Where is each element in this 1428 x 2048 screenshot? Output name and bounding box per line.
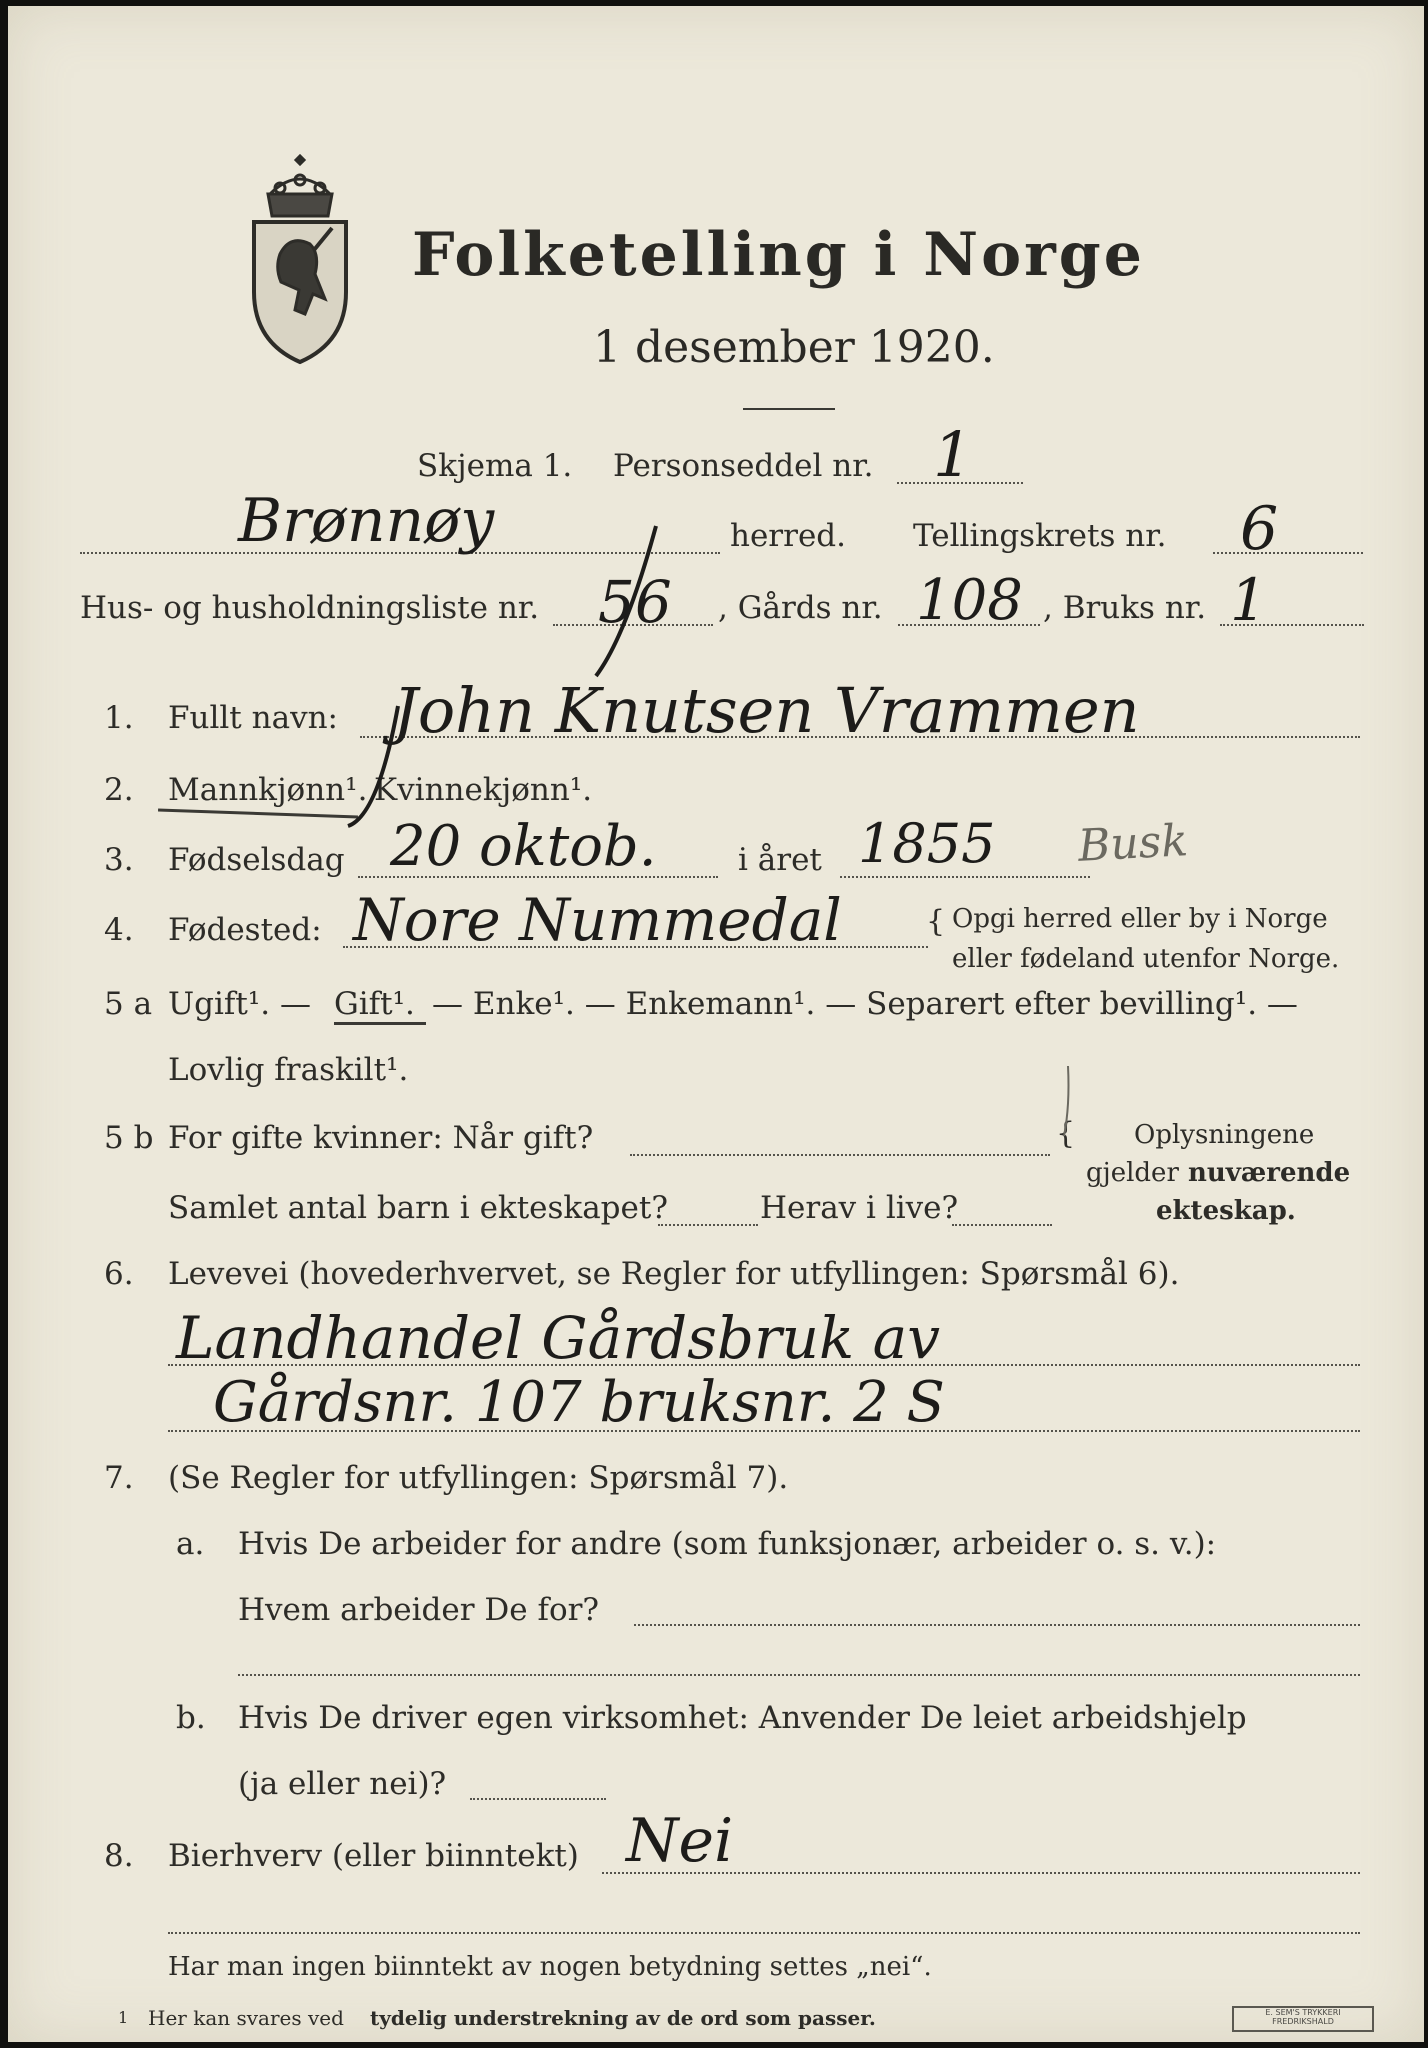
q6-number: 6. xyxy=(104,1256,134,1292)
q7a-label: Hvis De arbeider for andre (som funksjonær, arbeider o. s. v.): xyxy=(238,1526,1217,1562)
form-title: Folketelling i Norge xyxy=(412,220,1145,290)
q8-number: 8. xyxy=(104,1838,134,1874)
handwriting-strokes xyxy=(8,6,1424,2042)
q7b-letter: b. xyxy=(176,1700,206,1736)
q5b-brace: { xyxy=(1056,1116,1076,1151)
q1-value: John Knutsen Vrammen xyxy=(393,674,1140,747)
q2-male: Mannkjønn¹. xyxy=(168,772,368,808)
q7b-label2: (ja eller nei)? xyxy=(238,1766,447,1802)
herred-value: Brønnøy xyxy=(238,486,495,556)
q4-note-line1: Opgi herred eller by i Norge xyxy=(952,904,1328,934)
census-form-sheet xyxy=(8,6,1424,2042)
q7b-label: Hvis De driver egen virksomhet: Anvender De leiet arbeidshjelp xyxy=(238,1700,1247,1736)
husliste-label: Hus- og husholdningsliste nr. xyxy=(80,590,540,626)
gift-check-stroke xyxy=(1064,1066,1069,1136)
q5b-note-line1: Oplysningene xyxy=(1134,1120,1315,1150)
q6-label: Levevei (hovederhvervet, se Regler for utfyllingen: Spørsmål 6). xyxy=(168,1256,1180,1292)
husliste-value: 56 xyxy=(598,568,672,636)
q8-label: Bierhverv (eller biinntekt) xyxy=(168,1838,579,1874)
q3-year-label: i året xyxy=(738,842,822,878)
printer-mark-line1: E. SEM'S TRYKKERI xyxy=(1265,2008,1341,2017)
q5b-note-line2a: gjelder xyxy=(1086,1158,1179,1188)
q5b-herav: Herav i live? xyxy=(760,1190,959,1226)
q3-number: 3. xyxy=(104,842,134,878)
q4-label: Fødested: xyxy=(168,912,322,948)
bruks-value: 1 xyxy=(1230,566,1267,634)
q1-number: 1. xyxy=(104,700,134,736)
personseddel-value: 1 xyxy=(933,418,973,491)
q3-value: 20 oktob. xyxy=(390,814,657,879)
q5a-gift: Gift¹. xyxy=(334,986,415,1022)
q5a-ugift: Ugift¹. — xyxy=(168,986,311,1022)
q5b-note-line2b: nuværende xyxy=(1188,1158,1351,1188)
q6-value-line2: Gårdsnr. 107 bruksnr. 2 S xyxy=(213,1370,945,1435)
q3-extra-note: Busk xyxy=(1076,815,1190,872)
footnote-number: 1 xyxy=(118,2008,129,2027)
q5b-label2: Samlet antal barn i ekteskapet? xyxy=(168,1190,668,1226)
q4-note-line2: eller fødeland utenfor Norge. xyxy=(952,944,1340,974)
tellingskrets-label: Tellingskrets nr. xyxy=(913,518,1167,554)
q5b-note-line3: ekteskap. xyxy=(1156,1196,1296,1226)
printer-mark-line2: FREDRIKSHALD xyxy=(1272,2017,1334,2026)
q5a-rest: — Enke¹. — Enkemann¹. — Separert efter bevilling¹. — xyxy=(432,986,1298,1022)
name-descender-stroke xyxy=(348,706,398,826)
q4-number: 4. xyxy=(104,912,134,948)
q5b-label: For gifte kvinner: Når gift? xyxy=(168,1120,594,1156)
skjema-label: Skjema 1. xyxy=(417,448,573,484)
q4-value: Nore Nummedal xyxy=(353,886,842,954)
q3-label: Fødselsdag xyxy=(168,842,345,878)
footer-note: Har man ingen biinntekt av nogen betydning settes „nei“. xyxy=(168,1952,932,1982)
q6-value-line1: Landhandel Gårdsbruk av xyxy=(176,1304,940,1372)
q2-female: Kvinnekjønn¹. xyxy=(374,772,593,808)
gards-value: 108 xyxy=(916,568,1023,633)
q7a-letter: a. xyxy=(176,1526,205,1562)
form-date: 1 desember 1920. xyxy=(593,322,995,373)
q5a-line2: Lovlig fraskilt¹. xyxy=(168,1052,409,1088)
q7a-label2: Hvem arbeider De for? xyxy=(238,1592,600,1628)
gards-label: , Gårds nr. xyxy=(718,590,883,626)
footnote-text-b: tydelig understrekning av de ord som passer. xyxy=(370,2006,876,2030)
bruks-label: , Bruks nr. xyxy=(1043,590,1207,626)
footnote-text-a: Her kan svares ved xyxy=(148,2006,344,2030)
q3-year-value: 1855 xyxy=(858,812,996,875)
q8-value: Nei xyxy=(626,1806,734,1876)
tellingskrets-value: 6 xyxy=(1240,494,1279,564)
q5b-number: 5 b xyxy=(104,1120,154,1156)
q4-brace: { xyxy=(926,904,946,939)
q2-number: 2. xyxy=(104,772,134,808)
q1-label: Fullt navn: xyxy=(168,700,338,736)
q5a-number: 5 a xyxy=(104,986,153,1022)
herred-slash-stroke xyxy=(596,526,656,676)
q7-number: 7. xyxy=(104,1460,134,1496)
herred-label: herred. xyxy=(730,518,846,554)
personseddel-label: Personseddel nr. xyxy=(613,448,874,484)
q7-label: (Se Regler for utfyllingen: Spørsmål 7). xyxy=(168,1460,789,1496)
